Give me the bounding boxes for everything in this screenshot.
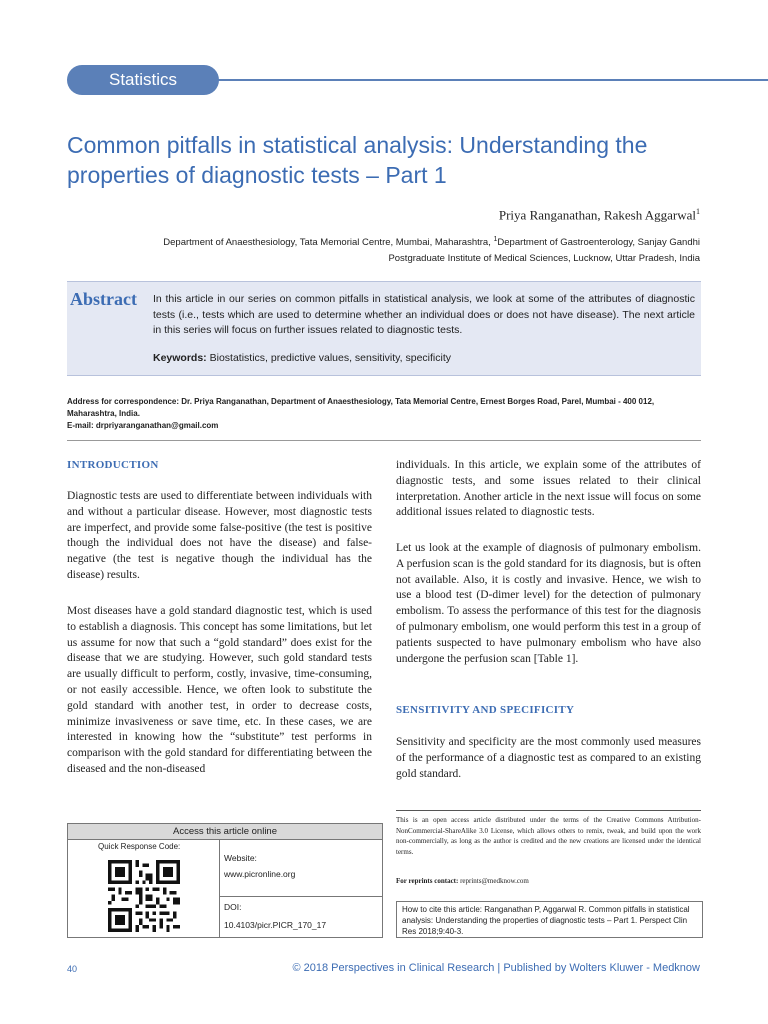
article-title xyxy=(67,130,727,190)
affiliation-line2: Postgraduate Institute of Medical Sciences, Lucknow, Uttar Pradesh, India xyxy=(388,253,700,265)
doi-label: DOI: xyxy=(224,902,242,912)
footer-text: © 2018 Perspectives in Clinical Research | Published by Wolters Kluwer - Medknow xyxy=(292,962,700,974)
introduction-heading: INTRODUCTION xyxy=(67,459,159,471)
article-title-line2: properties of diagnostic tests – Part 1 xyxy=(67,162,447,188)
divider xyxy=(67,440,701,441)
keywords-list: Biostatistics, predictive values, sensitivity, specificity xyxy=(206,352,451,364)
intro-paragraph-1: Diagnostic tests are used to differentiate between individuals with and without a particular disease. However, most diagnostic tests are imperfect, and provide some false-positive (the test is positive though the individual does not have the disease) and false-negative (the test is negative though the individual has the disease) results. xyxy=(67,490,372,581)
right-paragraph-3: Sensitivity and specificity are the most commonly used measures of the performance of a diagnostic test as compared to an existing gold standard. xyxy=(396,736,701,780)
sensitivity-heading: SENSITIVITY AND SPECIFICITY xyxy=(396,704,575,716)
page-number: 40 xyxy=(67,964,78,974)
license-text: This is an open access article distributed under the terms of the Creative Commons Attribution-NonCommercial-ShareAlike 3.0 License, which allows others to remix, tweak, and build upon the work non-commercially, as long as the author is credited and the new creations are licensed under the identical terms. xyxy=(396,816,701,856)
qr-label: Quick Response Code: xyxy=(98,842,181,851)
access-heading: Access this article online xyxy=(68,824,382,840)
keywords xyxy=(153,352,695,364)
intro-paragraph-2: Most diseases have a gold standard diagnostic test, which is used to establish a diagnosis. This concept has some limitations, but let us assume for now that such a “gold standard” does exist for the disease that we are studying. However, such gold standard tests are usually difficult to perform, costly, invasive, time-consuming, or not easily accessible. Hence, we often look to substitute the gold standard with another test, in order to decrease costs, minimize invasiveness or save time, etc. In these cases, we are interested in knowing how the “substitute” test performs in comparison with the gold standard for differentiating between the diseased and the non-diseased xyxy=(67,605,372,775)
abstract-text: In this article in our series on common pitfalls in statistical analysis, we look at some of the attributes of diagnostic tests (i.e., tests which are used to determine whether an individual does or does not have disease). The next article in this series will focus on further issues related to diagnostic tests. xyxy=(153,293,695,336)
affiliation-sup: 1 xyxy=(493,236,498,243)
section-tab: Statistics xyxy=(67,65,219,95)
authors-names: Priya Ranganathan, Rakesh Aggarwal xyxy=(498,207,696,223)
citation-text: How to cite this article: Ranganathan P, Aggarwal R. Common pitfalls in statistical analysis: Understanding the properties of diagnostic tests – Part 1. Perspect Clin Res 2018;9:40-3. xyxy=(402,905,690,936)
section-tab-line xyxy=(150,79,768,81)
access-divider-horizontal xyxy=(220,896,382,897)
article-title-line1: Common pitfalls in statistical analysis: Understanding the xyxy=(67,132,648,158)
website-label: Website: xyxy=(224,853,257,863)
keywords-label: Keywords: xyxy=(153,352,207,364)
abstract-heading: Abstract xyxy=(70,289,137,309)
address-line1: Address for correspondence: Dr. Priya Ranganathan, Department of Anaesthesiology, Tata Memorial Centre, Ernest Borges Road, Parel, Mumbai - 400 012, xyxy=(67,397,655,406)
correspondence-address xyxy=(67,396,703,432)
right-paragraph-1: individuals. In this article, we explain some of the attributes of diagnostic tests, and some issues related to their clinical interpretation. Another article in the next issue will focus on some additional issues related to diagnostic tests. xyxy=(396,459,701,519)
reprints xyxy=(396,877,529,885)
doi-link[interactable]: 10.4103/picr.PICR_170_17 xyxy=(224,920,327,930)
address-line2: Maharashtra, India. xyxy=(67,409,140,418)
affiliation-line1 xyxy=(60,232,700,251)
reprints-email[interactable]: reprints@medknow.com xyxy=(458,877,529,885)
authors xyxy=(499,207,700,223)
authors-sup: 1 xyxy=(696,207,700,216)
access-divider-vertical xyxy=(219,840,220,937)
reprints-label: For reprints contact: xyxy=(396,877,459,885)
website-link[interactable]: www.picronline.org xyxy=(224,869,296,879)
affiliations xyxy=(60,232,700,267)
license-divider xyxy=(396,810,701,811)
affiliation-1b: Department of Gastroenterology, Sanjay Gandhi xyxy=(497,237,700,249)
affiliation-1a: Department of Anaesthesiology, Tata Memorial Centre, Mumbai, Maharashtra, xyxy=(163,237,494,249)
qr-code-icon[interactable] xyxy=(108,860,180,936)
right-paragraph-2: Let us look at the example of diagnosis of pulmonary embolism. A perfusion scan is the gold standard for its diagnosis, but is often not available. Also, it is costly and invasive. Hence, we wish to use a blood test (D-dimer level) for the detection of pulmonary embolism. To assess the performance of this test for the diagnosis of pulmonary embolism, one would perform this test in a group of patients suspected to have pulmonary embolism who have also undergone the perfusion scan [Table 1]. xyxy=(396,542,701,665)
address-email: E-mail: drpriyaranganathan@gmail.com xyxy=(67,421,219,430)
